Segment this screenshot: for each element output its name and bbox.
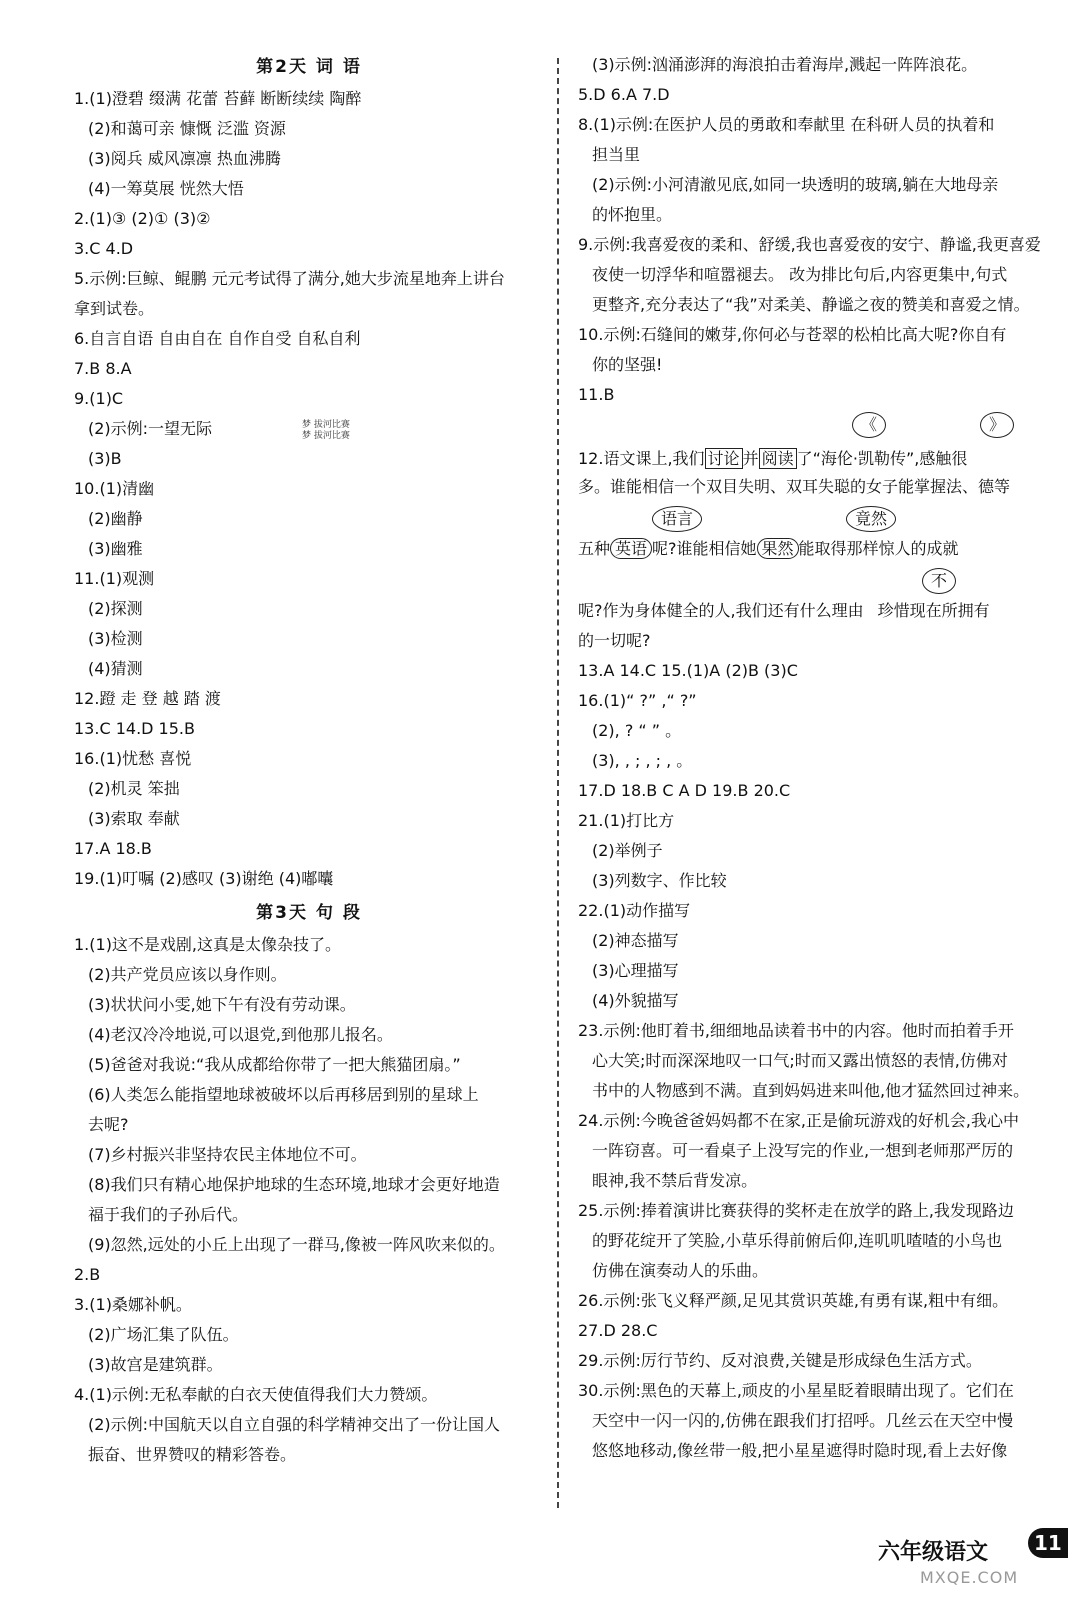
answer-line: (5)爸爸对我说:“我从成都给你带了一把大熊猫团扇。”: [88, 1055, 461, 1074]
answer-line: 3.C 4.D: [74, 239, 134, 258]
page-number: 11: [1028, 1528, 1068, 1558]
answer-line: 1.(1)这不是戏剧,这真是太像杂技了。: [74, 935, 342, 954]
q12-line1: 12.语文课上,我们 讨论 并 阅读 了“海伦·凯勒传”,感触很: [578, 449, 968, 468]
answer-line: (3)幽雅: [88, 539, 143, 558]
answer-line: (2)神态描写: [592, 931, 679, 950]
answer-line: (3)列数字、作比较: [592, 871, 727, 890]
handwritten-note: 梦 拔河比赛 梦 拔河比赛: [302, 420, 350, 441]
correction-bubble-language: 语言: [652, 506, 702, 532]
answer-line: 12.蹬 走 登 越 踏 渡: [74, 689, 221, 708]
answer-line: 振奋、世界赞叹的精彩答卷。: [88, 1445, 297, 1464]
answer-line: (3)示例:汹涌澎湃的海浪拍击着海岸,溅起一阵阵浪花。: [592, 55, 978, 74]
answer-line: (2)机灵 笨拙: [88, 779, 180, 798]
answer-line: 1.(1)澄碧 缀满 花蕾 苔藓 断断续续 陶醉: [74, 89, 362, 108]
answer-line: (3)故宫是建筑群。: [88, 1355, 223, 1374]
correction-bubble-unexpectedly: 竟然: [846, 506, 896, 532]
answer-line: 2.(1)③ (2)① (3)②: [74, 209, 211, 228]
answer-line: (3)索取 奉献: [88, 809, 180, 828]
answer-line: (7)乡村振兴非坚持农民主体地位不可。: [88, 1145, 367, 1164]
answer-line: 16.(1)忧愁 喜悦: [74, 749, 192, 768]
answer-line: 11.(1)观测: [74, 569, 155, 588]
answer-line: 16.(1)“ ?” ,“ ?”: [578, 691, 697, 710]
answer-line: 26.示例:张飞义释严颜,足见其赏识英雄,有勇有谋,粗中有细。: [578, 1291, 1009, 1310]
answer-line: 4.(1)示例:无私奉献的白衣天使值得我们大力赞颂。: [74, 1385, 438, 1404]
answer-line: 去呢?: [88, 1115, 129, 1134]
answer-line: 22.(1)动作描写: [578, 901, 691, 920]
answer-line: 5.示例:巨鲸、鲲鹏 元元考试得了满分,她大步流星地奔上讲台: [74, 269, 505, 288]
q12-line3: 五种 英语 呢?谁能相信她 果然 能取得那样惊人的成就: [578, 539, 959, 558]
answer-line: (2)探测: [88, 599, 143, 618]
answer-line: 24.示例:今晚爸爸妈妈都不在家,正是偷玩游戏的好机会,我心中: [578, 1111, 1020, 1130]
answer-line: (3)阅兵 威风凛凛 热血沸腾: [88, 149, 281, 168]
answer-line: (2), ? “ ” 。: [592, 721, 682, 740]
boxed-word: 讨论: [705, 448, 743, 469]
answer-line: 30.示例:黑色的天幕上,顽皮的小星星眨着眼睛出现了。它们在: [578, 1381, 1014, 1400]
section-heading-day2: 第2天 词 语: [256, 57, 362, 77]
answer-line: 悠悠地移动,像丝带一般,把小星星遮得时隐时现,看上去好像: [592, 1441, 1008, 1460]
column-divider: [557, 58, 559, 1508]
answer-line: (3)检测: [88, 629, 143, 648]
answer-line: (3), , ; , ; , 。: [592, 751, 693, 770]
answer-line: (4)猜测: [88, 659, 143, 678]
answer-line: 29.示例:厉行节约、反对浪费,关键是形成绿色生活方式。: [578, 1351, 982, 1370]
watermark: MXQE.COM: [920, 1568, 1019, 1587]
answer-line: 6.自言自语 自由自在 自作自受 自私自利: [74, 329, 361, 348]
answer-line: 13.A 14.C 15.(1)A (2)B (3)C: [578, 661, 798, 680]
answer-line: (3)心理描写: [592, 961, 679, 980]
answer-line: 眼神,我不禁后背发凉。: [592, 1171, 758, 1190]
answers-day2: [74, 84, 544, 894]
answer-line: 25.示例:捧着演讲比赛获得的奖杯走在放学的路上,我发现路边: [578, 1201, 1014, 1220]
answer-line: (2)示例:中国航天以自立自强的科学精神交出了一份让国人: [88, 1415, 501, 1434]
answer-line: (2)广场汇集了队伍。: [88, 1325, 239, 1344]
answer-line: (3)状状问小雯,她下午有没有劳动课。: [88, 995, 356, 1014]
answer-line: 9.示例:我喜爱夜的柔和、舒缓,我也喜爱夜的安宁、静谧,我更喜爱: [578, 235, 1041, 254]
answer-line: 9.(1)C: [74, 389, 124, 408]
answer-line: 11.B: [578, 385, 615, 404]
answer-line: 一阵窃喜。可一看桌子上没写完的作业,一想到老师那严厉的: [592, 1141, 1014, 1160]
answer-line: 福于我们的子孙后代。: [88, 1205, 249, 1224]
answers-right-top: [578, 50, 1058, 410]
insert-bubble-close: 》: [980, 412, 1014, 438]
answer-line: (4)外貌描写: [592, 991, 679, 1010]
answer-line: 19.(1)叮嘱 (2)感叹 (3)谢绝 (4)嘟囔: [74, 869, 334, 888]
answer-line: 13.C 14.D 15.B: [74, 719, 195, 738]
answer-line: 天空中一闪一闪的,仿佛在跟我们打招呼。几丝云在天空中慢: [592, 1411, 1014, 1430]
answer-line: 仿佛在演奏动人的乐曲。: [592, 1261, 769, 1280]
answer-line: 心大笑;时而深深地叹一口气;时而又露出愤怒的表情,仿佛对: [592, 1051, 1008, 1070]
answer-line: 27.D 28.C: [578, 1321, 658, 1340]
answer-line: 5.D 6.A 7.D: [578, 85, 670, 104]
insert-bubble-not: 不: [922, 568, 956, 594]
answer-line: (2)举例子: [592, 841, 663, 860]
insert-bubble-open: 《: [852, 412, 886, 438]
answer-line: (9)忽然,远处的小丘上出现了一群马,像被一阵风吹来似的。: [88, 1235, 505, 1254]
footer-grade-label: 六年级语文: [878, 1540, 989, 1565]
answer-line: 10.示例:石缝间的嫩芽,你何必与苍翠的松柏比高大呢?你自有: [578, 325, 1007, 344]
answer-line: (2)和蔼可亲 慷慨 泛滥 资源: [88, 119, 286, 138]
answer-line: 的怀抱里。: [592, 205, 673, 224]
answer-line: 10.(1)清幽: [74, 479, 155, 498]
answer-line: (4)老汉冷冷地说,可以退党,到他那儿报名。: [88, 1025, 393, 1044]
answer-line: (2)示例:小河清澈见底,如同一块透明的玻璃,躺在大地母亲: [592, 175, 999, 194]
answer-line: 17.D 18.B C A D 19.B 20.C: [578, 781, 791, 800]
answer-line: 的野花绽开了笑脸,小草乐得前俯后仰,连叽叽喳喳的小鸟也: [592, 1231, 1003, 1250]
answer-line: (2)示例:一望无际: [88, 419, 213, 438]
answer-line: 更整齐,充分表达了“我”对柔美、静谧之夜的赞美和喜爱之情。: [592, 295, 1030, 314]
section-heading-day3: 第3天 句 段: [256, 903, 362, 923]
answer-line: 3.(1)桑娜补帆。: [74, 1295, 192, 1314]
answer-line: (2)共产党员应该以身作则。: [88, 965, 287, 984]
answer-line: (8)我们只有精心地保护地球的生态环境,地球才会更好地造: [88, 1175, 500, 1194]
left-column: [74, 50, 544, 1470]
answer-line: 书中的人物感到不满。直到妈妈进来叫他,他才猛然回过神来。: [592, 1081, 1030, 1100]
right-column: [578, 50, 1058, 1466]
q12-line2: 多。谁能相信一个双目失明、双耳失聪的女子能掌握法、德等: [578, 477, 1011, 496]
q12-line4: 呢?作为身体健全的人,我们还有什么理由 珍惜现在所拥有: [578, 601, 990, 620]
answer-line: 21.(1)打比方: [578, 811, 675, 830]
answer-line: 2.B: [74, 1265, 101, 1284]
answer-line: 8.(1)示例:在医护人员的勇敢和奉献里 在科研人员的执着和: [578, 115, 995, 134]
circled-word: 英语: [610, 538, 652, 559]
answer-line: 夜使一切浮华和喧嚣褪去。 改为排比句后,内容更集中,句式: [592, 265, 1008, 284]
q12-line5: 的一切呢?: [578, 631, 651, 650]
answer-line: 担当里: [592, 145, 641, 164]
answer-line: 17.A 18.B: [74, 839, 152, 858]
question-12-edit-block: [578, 410, 1058, 656]
answers-right-bottom: [578, 656, 1058, 1466]
answer-line: (6)人类怎么能指望地球被破坏以后再移居到别的星球上: [88, 1085, 479, 1104]
answer-line: (2)幽静: [88, 509, 143, 528]
answer-line: 你的坚强!: [592, 355, 663, 374]
answer-line: (3)B: [88, 449, 122, 468]
answer-line: 23.示例:他盯着书,细细地品读着书中的内容。他时而拍着手开: [578, 1021, 1014, 1040]
boxed-word: 阅读: [759, 448, 797, 469]
answer-line: 7.B 8.A: [74, 359, 132, 378]
answers-day3: [74, 930, 544, 1470]
answer-line: 拿到试卷。: [74, 299, 155, 318]
answer-line: (4)一筹莫展 恍然大悟: [88, 179, 244, 198]
circled-word: 果然: [757, 538, 799, 559]
